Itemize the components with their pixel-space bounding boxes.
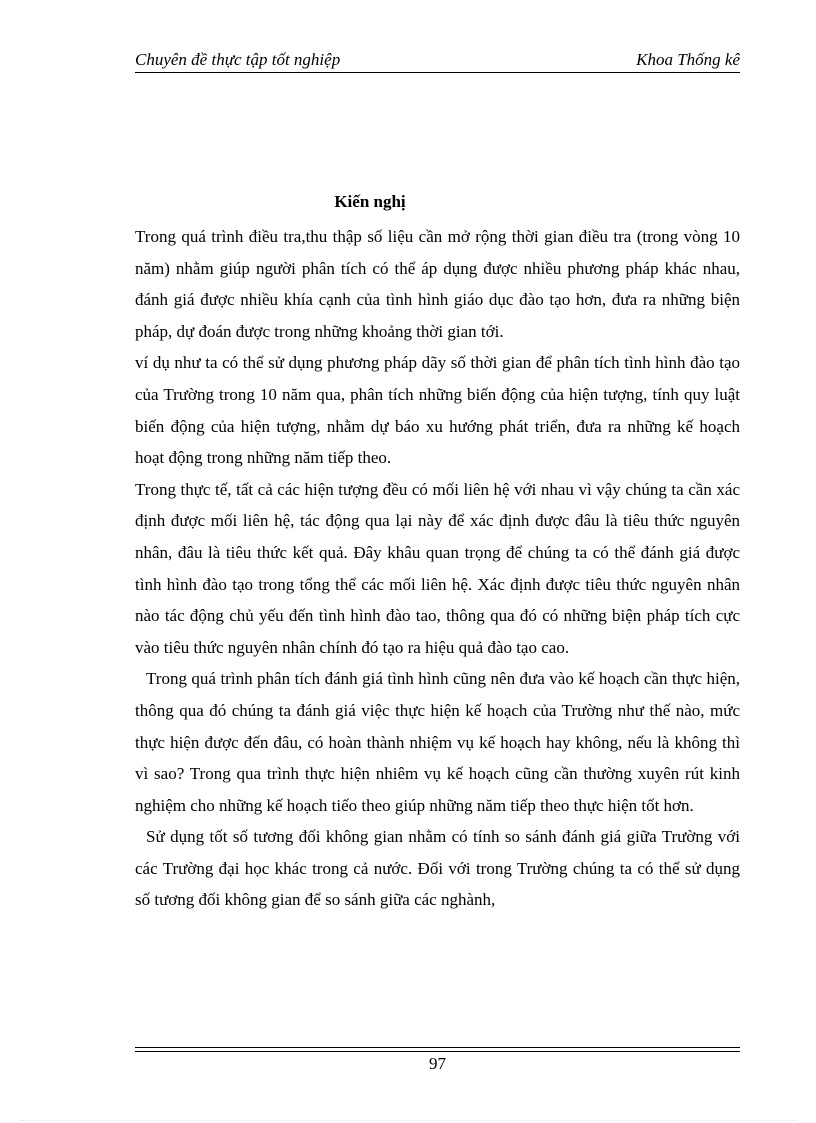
paragraph-1: Trong quá trình điều tra,thu thập số liệu cần mở rộng thời gian điều tra (trong vòng 10 năm) nhằm giúp người phân tích có thể áp dụng được nhiều phương pháp khác nhau, đánh giá được nhiều khía cạnh của tình hình giáo dục đào tạo hơn, đưa ra những biện pháp, dự đoán được trong những khoảng thời gian tới. [135,227,740,341]
page-boundary-dots [20,1120,796,1121]
footer-rule-bottom [135,1051,740,1052]
page-number: 97 [429,1054,446,1073]
header-left-text: Chuyên đề thực tập tốt nghiệp [135,50,341,69]
paragraph-2: ví dụ như ta có thể sử dụng phương pháp dãy số thời gian để phân tích tình hình đào tạo của Trường trong 10 năm qua, phân tích những biến động của hiện tượng, tính quy luật biến động của hiện tượng, nhằm dự báo xu hướng phát triển, đưa ra những kế hoạch hoạt động trong những năm tiếp theo. [135,353,740,468]
document-body [135,221,740,916]
header-rule [135,72,740,73]
footer-rule-top [135,1047,740,1048]
paragraph-5: Sử dụng tốt số tương đối không gian nhằm có tính so sánh đánh giá giữa Trường với các Trường đại học khác trong cả nước. Đối với trong Trường chúng ta có thể sử dụng số tương đối không gian để so sánh giữa các nghành, [135,827,740,910]
section-title: Kiến nghị [334,192,406,211]
paragraph-4: Trong quá trình phân tích đánh giá tình hình cũng nên đưa vào kế hoạch cần thực hiện, thông qua đó chúng ta đánh giá việc thực hiện kế hoạch của Trường như thế nào, mức thực hiện được đến đâu, có hoàn thành nhiệm vụ kế hoạch hay không, nếu là không thì vì sao? Trong qua trình thực hiện nhiêm vụ kế hoạch cũng cần thường xuyên rút kinh nghiệm cho những kế hoạch tiếo theo giúp những năm tiếp theo thực hiện tốt hơn. [135,669,740,815]
header-right-text: Khoa Thống kê [636,50,740,69]
page-header [135,48,740,72]
paragraph-3: Trong thực tế, tất cả các hiện tượng đều có mối liên hệ với nhau vì vậy chúng ta cần xác định được mối liên hệ, tác động qua lại này để xác định được đâu là tiêu thức nguyên nhân, đâu là tiêu thức kết quả. Đây khâu quan trọng để chúng ta có thể đánh giá được tình hình đào tạo trong tổng thể các mối liên hệ. Xác định được tiêu thức nguyên nhân nào tác động chủ yếu đến tình hình đào tao, thông qua đó có những biện pháp tích cực vào tiêu thức nguyên nhân chính đó tạo ra hiệu quả đào tạo cao. [135,479,740,657]
